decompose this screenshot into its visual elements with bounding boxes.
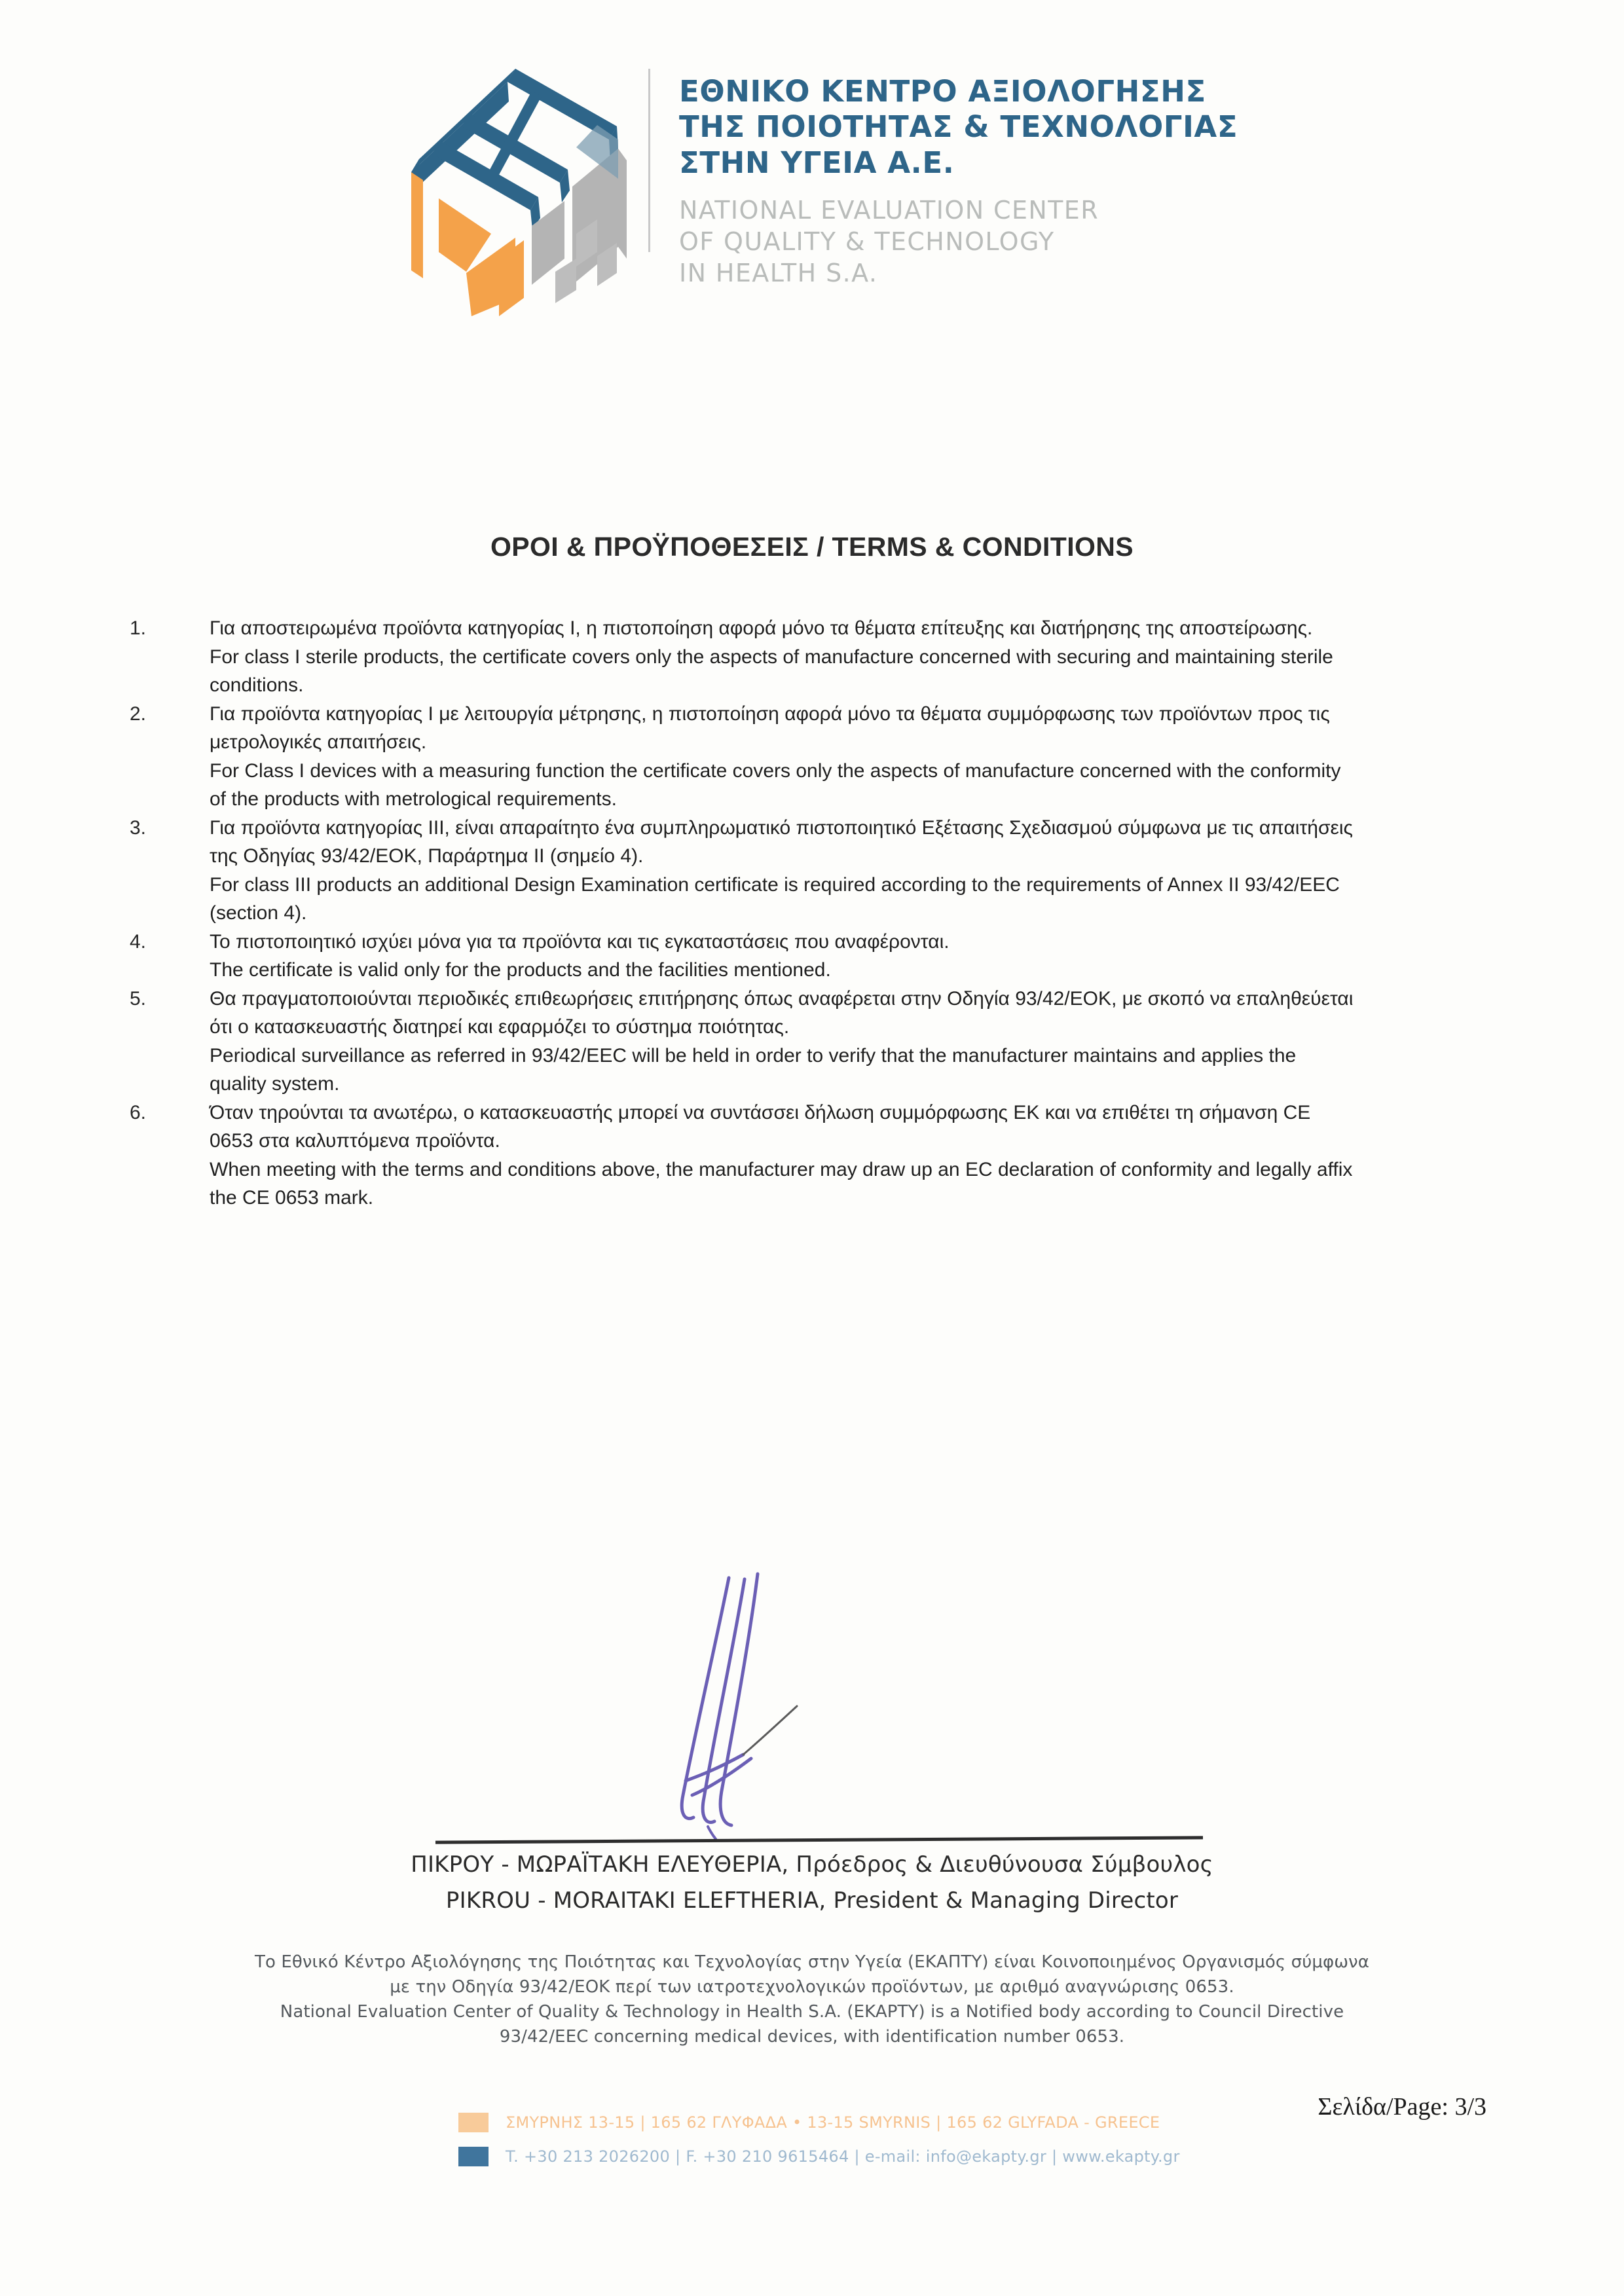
term-text-block: [210, 700, 1517, 814]
term-line-en: the CE 0653 mark.: [210, 1187, 374, 1209]
contact-phone: T. +30 213 2026200 | F. +30 210 9615464 | e-mail: info@ekapty.gr | www.ekapty.gr: [506, 2147, 1180, 2166]
term-item: [128, 814, 1517, 928]
term-line-el: ότι ο κατασκευαστής διατηρεί και εφαρμόζει το σύστημα ποιότητας.: [210, 1016, 790, 1038]
footer-note: [0, 1950, 1624, 2049]
org-name-en-line-1: NATIONAL EVALUATION CENTER: [679, 196, 1099, 225]
footer-note-line-2: με την Οδηγία 93/42/ΕΟΚ περί των ιατροτεχνολογικών προϊόντων, με αριθμό αναγνώρισης 0653.: [390, 1977, 1234, 1997]
blue-swatch-icon: [458, 2147, 489, 2166]
term-line-en: When meeting with the terms and conditions above, the manufacturer may draw up an EC declaration of conformity and legally affix: [210, 1158, 1353, 1180]
orange-swatch-icon: [458, 2113, 489, 2132]
term-line-en: of the products with metrological requirements.: [210, 788, 617, 810]
signature-rule: [435, 1836, 1203, 1844]
signatory-name-el: ΠΙΚΡΟΥ - ΜΩΡΑΪΤΑΚΗ ΕΛΕΥΘΕΡΙΑ, Πρόεδρος & Διευθύνουσα Σύμβουλος: [411, 1851, 1213, 1878]
term-line-en: Periodical surveillance as referred in 93/42/EEC will be held in order to verify that the manufacturer maintains and applies the: [210, 1044, 1297, 1066]
org-name-block: [679, 62, 1238, 289]
term-line-el: Το πιστοποιητικό ισχύει μόνα για τα προϊόντα και τις εγκαταστάσεις που αναφέρονται.: [210, 930, 950, 953]
contact-address-row: [458, 2109, 1244, 2136]
contact-bar: [458, 2109, 1244, 2178]
term-line-el: Θα πραγματοποιούνται περιοδικές επιθεωρήσεις επιτήρησης όπως αναφέρεται στην Οδηγία 93/42/ΕΟΚ, με σκοπό να επαληθεύεται: [210, 987, 1354, 1010]
term-line-en: For class III products an additional Design Examination certificate is required according to the requirements of Annex II 93/42/EEC: [210, 873, 1340, 896]
term-line-el: Για προϊόντα κατηγορίας ΙΙΙ, είναι απαραίτητο ένα συμπληρωματικό πιστοποιητικό Εξέτασης Σχεδιασμού σύμφωνα με τις απαιτήσεις: [210, 816, 1354, 839]
org-name-en-line-2: OF QUALITY & TECHNOLOGY: [679, 227, 1055, 257]
term-item: [128, 614, 1517, 700]
term-line-en: quality system.: [210, 1073, 340, 1095]
term-item: [128, 1099, 1517, 1212]
term-line-el: μετρολογικές απαιτήσεις.: [210, 731, 427, 753]
term-line-el: Όταν τηρούνται τα ανωτέρω, ο κατασκευαστής μπορεί να συντάσσει δήλωση συμμόρφωσης ΕΚ και να επιθέτει τη σήμανση CE: [210, 1101, 1311, 1123]
term-line-en: The certificate is valid only for the products and the facilities mentioned.: [210, 959, 831, 981]
term-number: 6.: [130, 1101, 147, 1123]
terms-list: [128, 614, 1517, 1212]
term-text-block: [210, 614, 1517, 700]
term-item: [128, 928, 1517, 985]
footer-note-line-3: National Evaluation Center of Quality & Technology in Health S.A. (EKAPTY) is a Notified body according to Council Directive: [280, 2002, 1344, 2022]
term-text-block: [210, 1099, 1517, 1212]
term-number: 3.: [130, 816, 147, 839]
term-line-en: conditions.: [210, 674, 304, 696]
header-divider: [648, 69, 650, 252]
org-name-en-line-3: IN HEALTH S.A.: [679, 259, 878, 288]
ekapty-cube-logo-icon: [401, 62, 630, 318]
org-name-el-line-1: ΕΘΝΙΚΟ ΚΕΝΤΡΟ ΑΞΙΟΛΟΓΗΣΗΣ: [679, 74, 1206, 109]
term-line-en: For Class I devices with a measuring function the certificate covers only the aspects of manufacture concerned with the conformity: [210, 759, 1341, 782]
term-item: [128, 700, 1517, 814]
term-line-el: της Οδηγίας 93/42/ΕΟΚ, Παράρτημα ΙΙ (σημείο 4).: [210, 845, 644, 867]
footer-note-line-4: 93/42/EEC concerning medical devices, with identification number 0653.: [499, 2027, 1125, 2047]
term-text-block: [210, 814, 1517, 928]
term-number: 5.: [130, 987, 147, 1010]
term-line-el: Για προϊόντα κατηγορίας Ι με λειτουργία μέτρησης, η πιστοποίηση αφορά μόνο τα θέματα συμμόρφωσης των προϊόντων προς τις: [210, 702, 1330, 725]
page-title: ΟΡΟΙ & ΠΡΟΫΠΟΘΕΣΕΙΣ / TERMS & CONDITIONS: [490, 532, 1134, 562]
document-header: [401, 62, 1238, 318]
contact-address: ΣΜΥΡΝΗΣ 13-15 | 165 62 ΓΛΥΦΑΔΑ • 13-15 SMYRNIS | 165 62 GLYFADA - GREECE: [506, 2113, 1160, 2132]
org-name-el-line-3: ΣΤΗΝ ΥΓΕΙΑ Α.Ε.: [679, 145, 955, 180]
term-item: [128, 985, 1517, 1099]
signature-ink: [645, 1565, 861, 1840]
term-number: 4.: [130, 930, 147, 953]
org-name-el-line-2: ΤΗΣ ΠΟΙΟΤΗΤΑΣ & ΤΕΧΝΟΛΟΓΙΑΣ: [679, 109, 1238, 145]
term-text-block: [210, 985, 1517, 1099]
footer-note-line-1: Το Εθνικό Κέντρο Αξιολόγησης της Ποιότητας και Τεχνολογίας στην Υγεία (ΕΚΑΠΤΥ) είναι Κοινοποιημένος Οργανισμός σύμφωνα: [254, 1952, 1370, 1972]
term-number: 2.: [130, 702, 147, 725]
page-number: Σελίδα/Page: 3/3: [1318, 2093, 1486, 2121]
contact-phone-row: [458, 2143, 1244, 2170]
term-line-el: Για αποστειρωμένα προϊόντα κατηγορίας Ι, η πιστοποίηση αφορά μόνο τα θέματα επίτευξης και διατήρησης της αποστείρωσης.: [210, 617, 1313, 639]
term-line-el: 0653 στα καλυπτόμενα προϊόντα.: [210, 1130, 500, 1152]
term-line-en: (section 4).: [210, 902, 307, 924]
term-number: 1.: [130, 617, 147, 639]
term-text-block: [210, 928, 1517, 985]
term-line-en: For class I sterile products, the certificate covers only the aspects of manufacture concerned with securing and maintaining sterile: [210, 646, 1333, 668]
signatory-name-en: PIKROU - MORAITAKI ELEFTHERIA, President & Managing Director: [445, 1887, 1179, 1914]
